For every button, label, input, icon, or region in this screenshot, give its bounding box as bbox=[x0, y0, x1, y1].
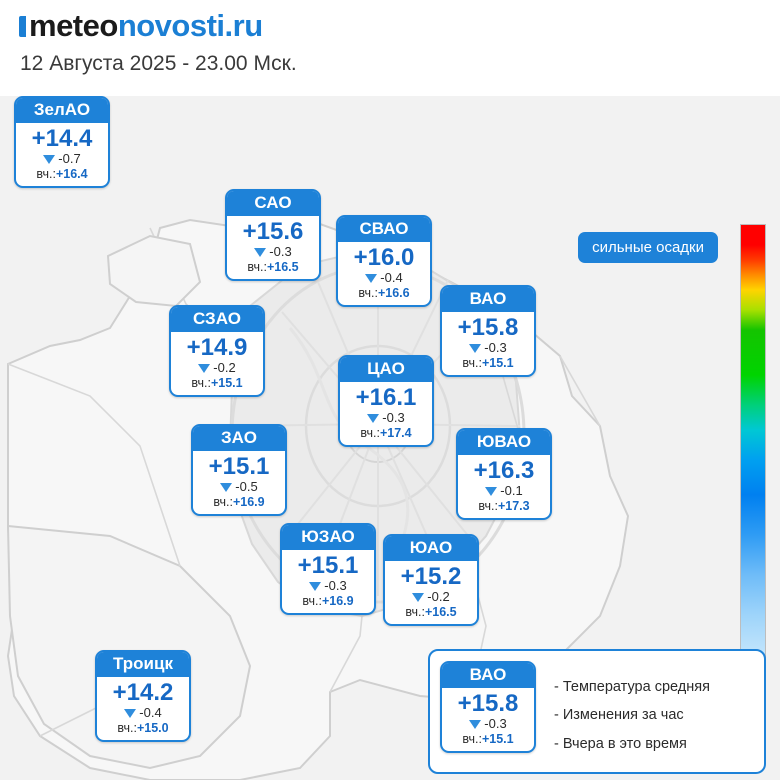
station-card[interactable] bbox=[14, 96, 110, 188]
station-prev-label: вч.: bbox=[117, 720, 137, 735]
station-prev-label: вч.: bbox=[36, 166, 56, 181]
station-prev-value: +16.5 bbox=[424, 604, 457, 619]
station-card[interactable] bbox=[169, 305, 265, 397]
station-card[interactable] bbox=[383, 534, 479, 626]
station-prev-label: вч.: bbox=[360, 425, 380, 440]
station-name: ЮЗАО bbox=[282, 525, 374, 550]
station-prev-value: +16.6 bbox=[377, 285, 410, 300]
station-card[interactable] bbox=[456, 428, 552, 520]
station-delta bbox=[340, 411, 432, 426]
legend-sample-name: ВАО bbox=[442, 663, 534, 688]
station-name: ЗелАО bbox=[16, 98, 108, 123]
station-prev-value: +17.3 bbox=[497, 498, 530, 513]
station-prev bbox=[227, 261, 319, 280]
station-temp: +15.1 bbox=[297, 551, 359, 579]
station-delta bbox=[227, 245, 319, 260]
station-delta bbox=[458, 484, 550, 499]
station-delta bbox=[171, 361, 263, 376]
station-name: ВАО bbox=[442, 287, 534, 312]
station-prev-label: вч.: bbox=[302, 593, 322, 608]
station-name: ЗАО bbox=[193, 426, 285, 451]
arrow-down-icon bbox=[124, 709, 136, 718]
station-delta-value: -0.7 bbox=[58, 151, 81, 167]
legend-panel bbox=[428, 649, 766, 774]
station-prev bbox=[442, 357, 534, 376]
station-name: Троицк bbox=[97, 652, 189, 677]
station-name: СВАО bbox=[338, 217, 430, 242]
station-temp: +15.6 bbox=[242, 217, 304, 245]
station-delta bbox=[97, 706, 189, 721]
station-prev-label: вч.: bbox=[191, 375, 211, 390]
legend-item-0: - Температура средняя bbox=[554, 679, 710, 695]
observation-datetime: 12 Августа 2025 - 23.00 Мск. bbox=[20, 52, 297, 75]
legend-item-1: - Изменения за час bbox=[554, 707, 684, 724]
page-header bbox=[0, 0, 780, 96]
station-prev-label: вч.: bbox=[478, 498, 498, 513]
station-delta-value: -0.3 bbox=[269, 244, 292, 260]
station-prev-label: вч.: bbox=[247, 259, 267, 274]
arrow-down-icon bbox=[220, 483, 232, 492]
station-prev-value: +15.0 bbox=[136, 720, 169, 735]
arrow-down-icon bbox=[367, 414, 379, 423]
station-delta bbox=[193, 480, 285, 495]
station-card[interactable] bbox=[225, 189, 321, 281]
station-prev-value: +16.9 bbox=[232, 494, 265, 509]
station-temp: +15.1 bbox=[208, 452, 270, 480]
station-card[interactable] bbox=[338, 355, 434, 447]
station-prev-label: вч.: bbox=[462, 355, 482, 370]
station-prev-value: +15.1 bbox=[481, 355, 514, 370]
station-prev-value: +16.4 bbox=[55, 166, 88, 181]
station-temp: +15.8 bbox=[457, 313, 519, 341]
station-prev bbox=[16, 168, 108, 187]
station-temp: +16.3 bbox=[473, 456, 535, 484]
station-card[interactable] bbox=[191, 424, 287, 516]
station-name: ЮВАО bbox=[458, 430, 550, 455]
station-prev bbox=[171, 377, 263, 396]
station-delta-value: -0.5 bbox=[235, 479, 258, 495]
arrow-down-icon bbox=[198, 364, 210, 373]
station-prev-label: вч.: bbox=[358, 285, 378, 300]
station-delta bbox=[16, 152, 108, 167]
legend-item-2: - Вчера в это время bbox=[554, 735, 687, 752]
logo-bar-icon bbox=[18, 11, 27, 41]
station-temp: +16.0 bbox=[353, 243, 415, 271]
station-card[interactable] bbox=[95, 650, 191, 742]
station-prev-value: +17.4 bbox=[379, 425, 412, 440]
arrow-down-icon bbox=[43, 155, 55, 164]
station-delta bbox=[282, 579, 374, 594]
station-name: САО bbox=[227, 191, 319, 216]
station-card[interactable] bbox=[336, 215, 432, 307]
station-prev bbox=[193, 496, 285, 515]
arrow-down-icon bbox=[485, 487, 497, 496]
station-card[interactable] bbox=[280, 523, 376, 615]
station-delta-value: -0.2 bbox=[427, 589, 450, 605]
legend-items bbox=[554, 673, 710, 758]
station-temp: +16.1 bbox=[355, 383, 417, 411]
legend-sample-temp: +15.8 bbox=[457, 689, 519, 717]
arrow-down-icon bbox=[254, 248, 266, 257]
arrow-down-icon bbox=[309, 582, 321, 591]
logo-text-novosti: novosti.ru bbox=[117, 8, 263, 43]
arrow-down-icon bbox=[365, 274, 377, 283]
station-delta-value: -0.4 bbox=[380, 270, 403, 286]
station-temp: +15.2 bbox=[400, 562, 462, 590]
site-logo[interactable] bbox=[18, 8, 263, 44]
station-temp: +14.4 bbox=[31, 124, 93, 152]
station-prev bbox=[340, 427, 432, 446]
station-delta-value: -0.1 bbox=[500, 483, 523, 499]
station-delta bbox=[442, 341, 534, 356]
logo-text-meteo: meteo bbox=[29, 8, 118, 43]
station-prev-value: +16.5 bbox=[266, 259, 299, 274]
station-prev bbox=[97, 722, 189, 741]
station-prev-label: вч.: bbox=[213, 494, 233, 509]
station-delta-value: -0.3 bbox=[382, 410, 405, 426]
station-delta bbox=[338, 271, 430, 286]
station-prev bbox=[458, 500, 550, 519]
arrow-down-icon bbox=[469, 720, 481, 729]
arrow-down-icon bbox=[412, 593, 424, 602]
station-card[interactable] bbox=[440, 285, 536, 377]
station-name: СЗАО bbox=[171, 307, 263, 332]
station-delta-value: -0.3 bbox=[484, 340, 507, 356]
legend-sample-delta: -0.3 bbox=[442, 717, 534, 732]
legend-strong-precipitation: сильные осадки bbox=[578, 232, 718, 263]
station-prev-label: вч.: bbox=[405, 604, 425, 619]
station-prev bbox=[338, 287, 430, 306]
station-prev-value: +16.9 bbox=[321, 593, 354, 608]
station-name: ЦАО bbox=[340, 357, 432, 382]
arrow-down-icon bbox=[469, 344, 481, 353]
station-delta-value: -0.2 bbox=[213, 360, 236, 376]
station-temp: +14.9 bbox=[186, 333, 248, 361]
legend-sample-card bbox=[440, 661, 536, 753]
station-prev bbox=[282, 595, 374, 614]
station-prev bbox=[385, 606, 477, 625]
station-temp: +14.2 bbox=[112, 678, 174, 706]
station-delta bbox=[385, 590, 477, 605]
legend-sample-prev: вч.:+15.1 bbox=[462, 731, 514, 746]
station-delta-value: -0.3 bbox=[324, 578, 347, 594]
station-delta-value: -0.4 bbox=[139, 705, 162, 721]
station-name: ЮАО bbox=[385, 536, 477, 561]
station-prev-value: +15.1 bbox=[210, 375, 243, 390]
